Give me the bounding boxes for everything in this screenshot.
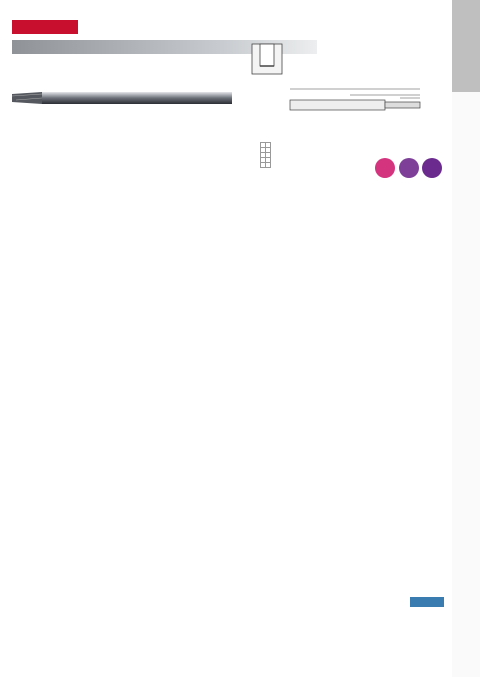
sidebar bbox=[452, 0, 480, 677]
mg-badge bbox=[375, 158, 395, 178]
reamer-image bbox=[12, 82, 232, 112]
coating-badge bbox=[399, 158, 419, 178]
next-button[interactable] bbox=[410, 597, 444, 607]
brand-logo bbox=[12, 20, 78, 34]
helix-badge bbox=[422, 158, 442, 178]
sidebar-header bbox=[452, 0, 480, 92]
tolerance-table bbox=[260, 142, 271, 168]
dimension-diagram bbox=[250, 42, 435, 127]
